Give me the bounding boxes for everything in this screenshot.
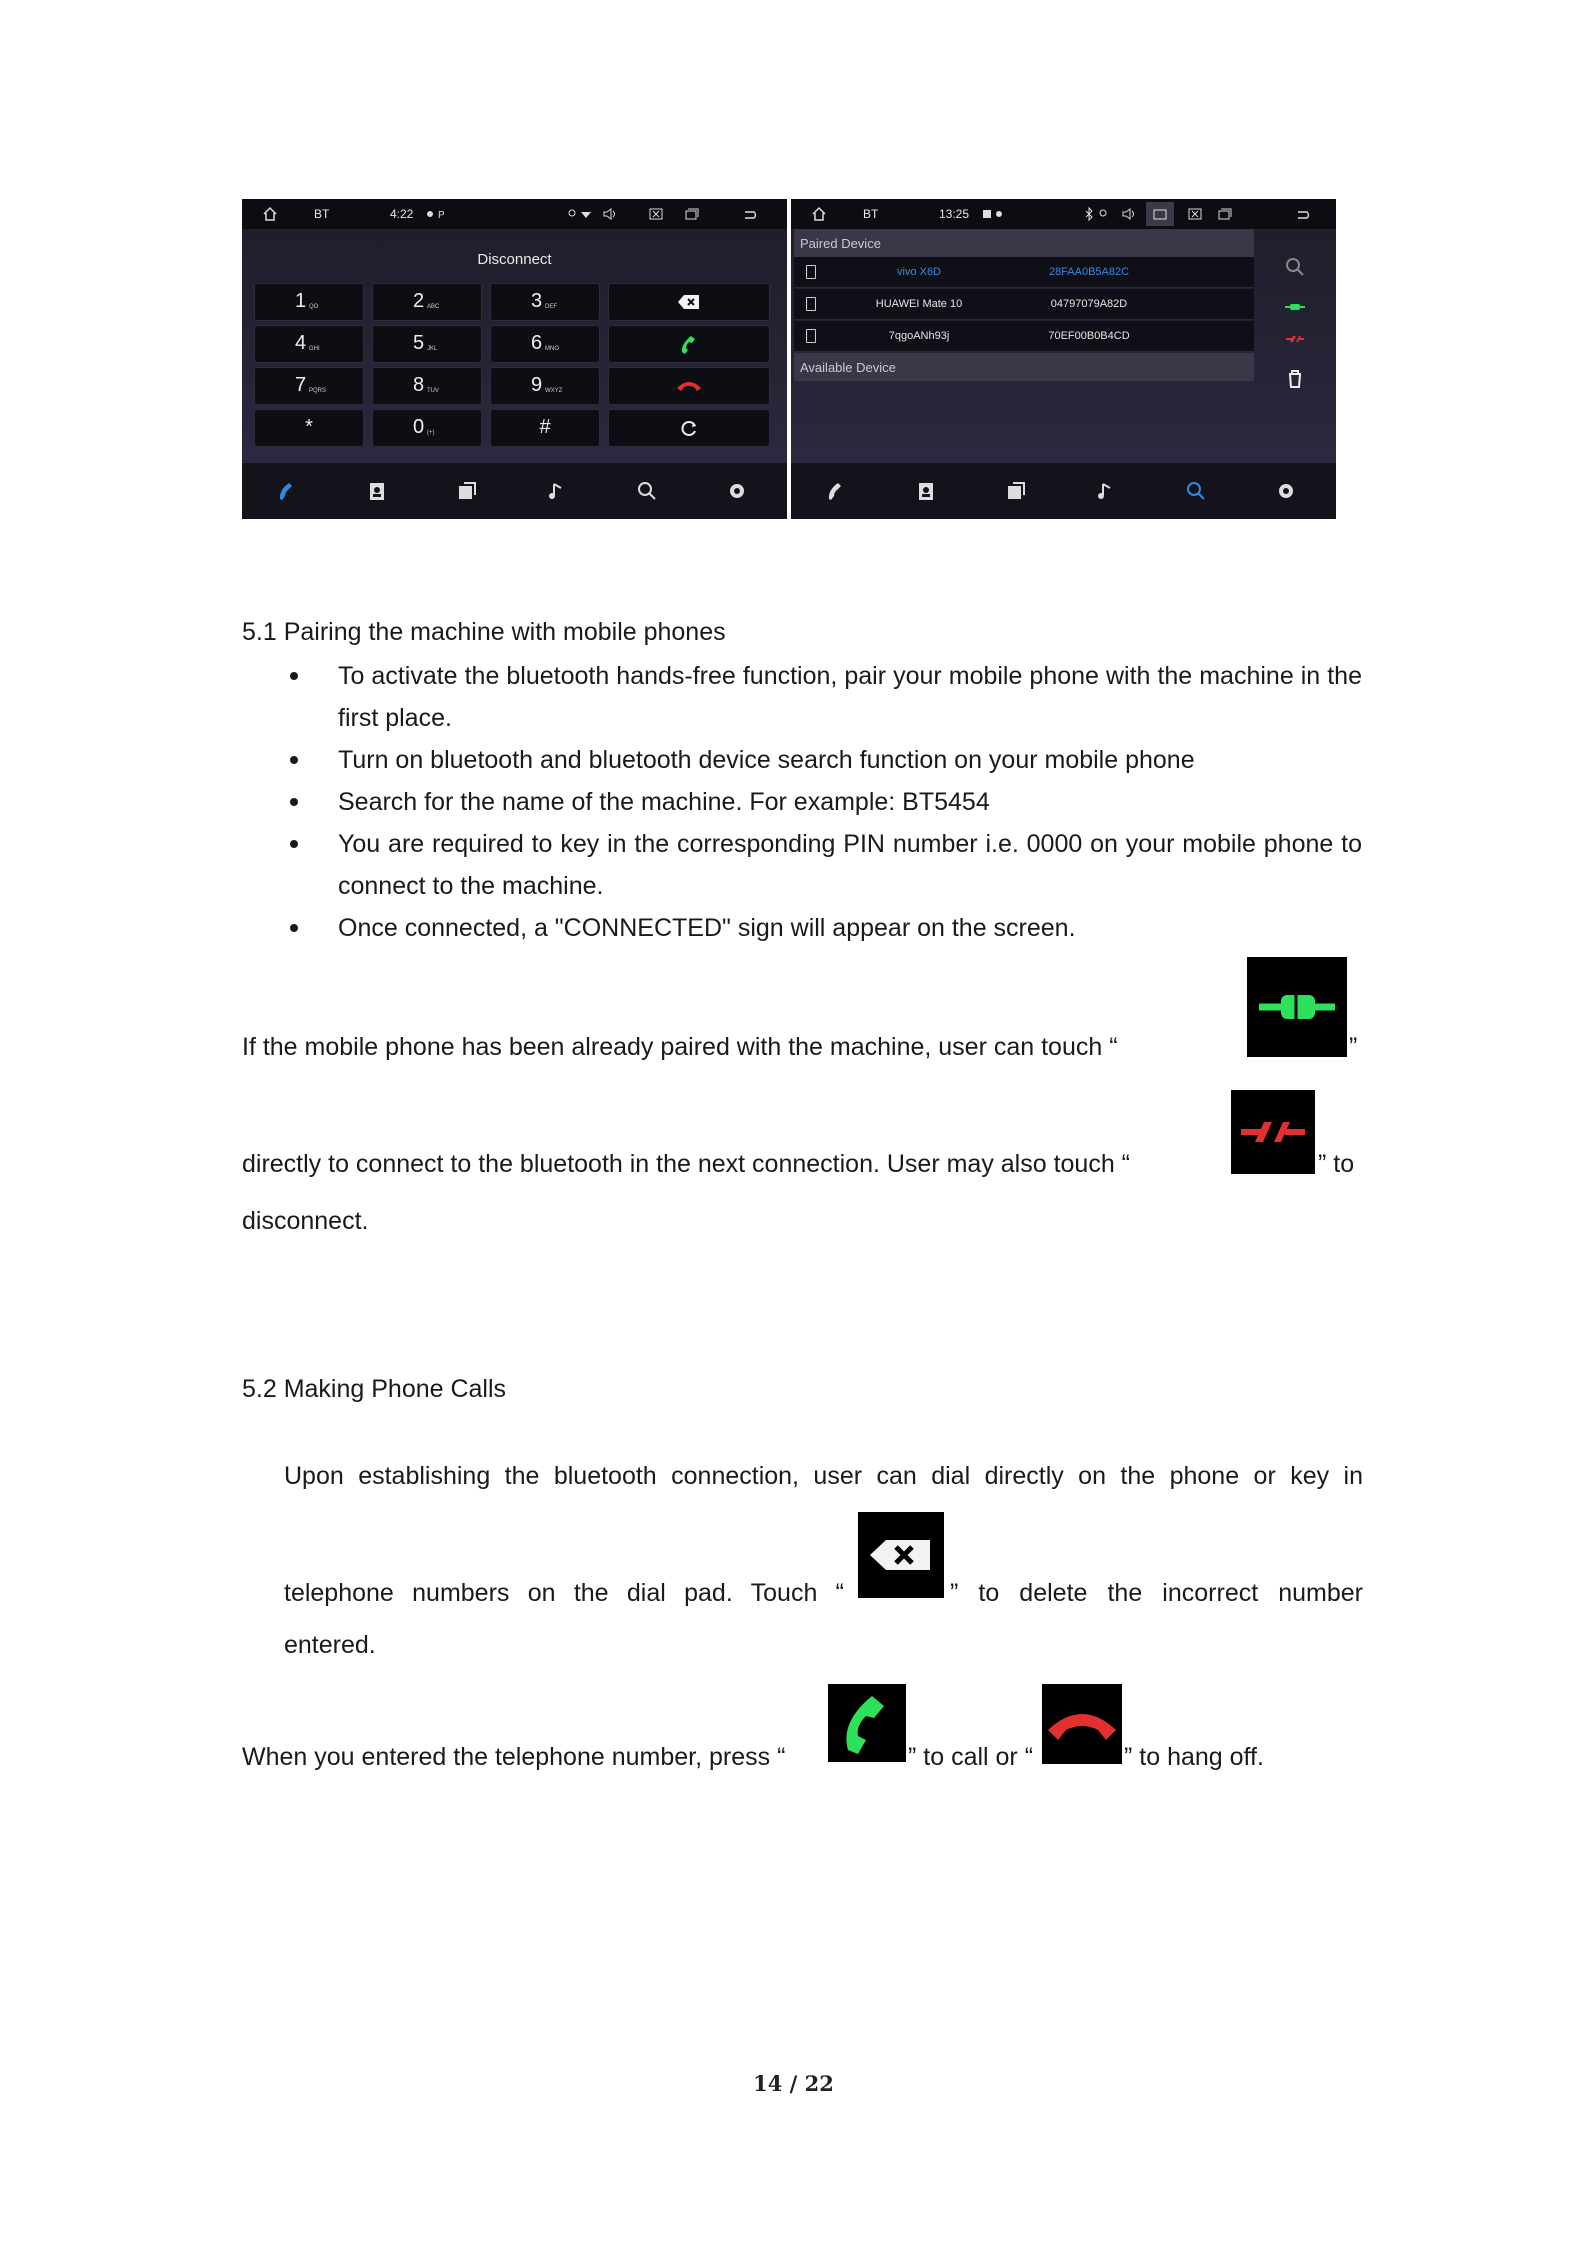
bullet-dot [290, 672, 298, 680]
device-name: vivo X6D [896, 266, 942, 278]
backspace-key[interactable] [608, 283, 770, 321]
key-8[interactable] [372, 367, 482, 405]
wifi-icon [578, 206, 594, 222]
bullet-dot [290, 756, 298, 764]
key-letters: DEF [545, 304, 557, 310]
list-item [242, 739, 1362, 781]
section-heading-calls: 5.2 Making Phone Calls [242, 1375, 507, 1403]
music-tab-icon[interactable] [546, 480, 568, 502]
key-digit: # [539, 416, 551, 438]
key-4[interactable] [254, 325, 364, 363]
key-digit: * [305, 416, 313, 438]
key-5[interactable] [372, 325, 482, 363]
call-icon-illustration [828, 1684, 906, 1762]
phone-tab-icon[interactable] [825, 480, 847, 502]
hangup-key[interactable] [608, 367, 770, 405]
list-item-text: To activate the bluetooth hands-free function, pair your mobile phone with the machine in the first place. [338, 662, 1362, 732]
disconnect-icon [1231, 1090, 1315, 1174]
phone-icon [806, 297, 816, 311]
bullet-dot [290, 924, 298, 932]
home-icon [811, 206, 827, 222]
list-item [242, 823, 1362, 907]
status-bar [791, 199, 1336, 229]
device-name: HUAWEI Mate 10 [875, 298, 963, 310]
call-log-tab-icon[interactable] [456, 480, 478, 502]
key-7[interactable] [254, 367, 364, 405]
music-tab-icon[interactable] [1095, 480, 1117, 502]
dialer-screenshot [242, 199, 787, 519]
recent-apps-icon[interactable] [684, 206, 700, 222]
clock: 4:22 [390, 207, 414, 221]
key-digit: 0 [413, 416, 425, 438]
settings-tab-icon[interactable] [726, 480, 748, 502]
bottom-toolbar [791, 463, 1336, 519]
key-digit: 9 [531, 374, 543, 396]
key-6[interactable] [490, 325, 600, 363]
status-bar [242, 199, 787, 229]
home-icon [262, 206, 278, 222]
bullet-dot [290, 840, 298, 848]
list-item [242, 781, 1362, 823]
key-letters: PQRS [309, 388, 327, 394]
paragraph-fragment: disconnect. [242, 1207, 369, 1235]
key-0[interactable] [372, 409, 482, 447]
image-icon [1152, 206, 1168, 222]
key-letters: MNO [545, 346, 559, 352]
device-address: 28FAA0B5A82C [1048, 266, 1130, 278]
key-letters: WXYZ [545, 388, 563, 394]
phone-icon [806, 329, 816, 343]
connect-icon-illustration [1247, 957, 1347, 1057]
backspace-icon-illustration [858, 1512, 944, 1598]
call-icon [677, 332, 701, 356]
phone-icon [806, 265, 816, 279]
call-log-tab-icon[interactable] [1005, 480, 1027, 502]
call-key[interactable] [608, 325, 770, 363]
paragraph-fragment: ” to delete the incorrect number [950, 1579, 1363, 1607]
key-digit: 1 [295, 290, 307, 312]
section-heading-pairing: 5.1 Pairing the machine with mobile phones [242, 618, 726, 646]
paired-device-label: Paired Device [800, 236, 881, 251]
paragraph-fragment: telephone numbers on the dial pad. Touch “ [284, 1579, 844, 1607]
page-number: 14 / 22 [753, 2071, 834, 2096]
device-row[interactable] [794, 321, 1254, 352]
paragraph-fragment: ” to [1318, 1150, 1355, 1178]
key-hash[interactable] [490, 409, 600, 447]
key-digit: 6 [531, 332, 543, 354]
device-list-body [791, 229, 1336, 463]
contacts-tab-icon[interactable] [915, 480, 937, 502]
key-star[interactable] [254, 409, 364, 447]
hangup-icon [1042, 1684, 1122, 1764]
key-letters: ABC [427, 304, 440, 310]
key-digit: 4 [295, 332, 307, 354]
bullet-dot [290, 798, 298, 806]
available-device-label: Available Device [800, 360, 896, 375]
device-row[interactable] [794, 289, 1254, 320]
connect-icon[interactable] [1283, 295, 1307, 319]
paragraph-fragment: When you entered the telephone number, press “ [242, 1743, 786, 1771]
paragraph-fragment: ” to call or “ [908, 1743, 1034, 1771]
paragraph-fragment: directly to connect to the bluetooth in the next connection. User may also touch “ [242, 1150, 1131, 1178]
device-address: 04797079A82D [1050, 298, 1128, 310]
list-item [242, 907, 1362, 949]
key-digit: 5 [413, 332, 425, 354]
paragraph-fragment: If the mobile phone has been already paired with the machine, user can touch “ [242, 1033, 1118, 1061]
contacts-tab-icon[interactable] [366, 480, 388, 502]
back-icon[interactable] [742, 206, 758, 222]
list-item-text: Once connected, a "CONNECTED" sign will appear on the screen. [338, 914, 1076, 942]
svg-text:P: P [438, 210, 445, 221]
parking-icon [434, 206, 450, 222]
clock: 13:25 [939, 207, 970, 221]
location-icon [1095, 206, 1111, 222]
key-digit: 7 [295, 374, 307, 396]
paragraph-fragment: entered. [284, 1631, 376, 1659]
paired-device-header [794, 229, 1254, 257]
key-digit: 2 [413, 290, 425, 312]
search-tab-icon[interactable] [636, 480, 658, 502]
key-letters: JKL [427, 346, 438, 352]
recent-apps-icon[interactable] [1217, 206, 1233, 222]
key-letters: QO [309, 304, 319, 310]
device-name: 7qgoANh93j [888, 330, 950, 342]
paragraph-fragment: ” to hang off. [1124, 1743, 1264, 1771]
paragraph-fragment: Upon establishing the bluetooth connection, user can dial directly on the phone or key in [284, 1462, 1363, 1490]
backspace-icon [858, 1512, 944, 1598]
dialer-body [242, 229, 787, 463]
device-list-screenshot [791, 199, 1336, 519]
close-window-icon[interactable] [1187, 206, 1203, 222]
bottom-toolbar [242, 463, 787, 519]
phone-tab-icon[interactable] [276, 480, 298, 502]
refresh-icon [679, 418, 699, 438]
available-device-header [794, 353, 1254, 381]
connect-icon [1247, 957, 1347, 1057]
search-icon[interactable] [1283, 255, 1307, 279]
list-item-text: Turn on bluetooth and bluetooth device search function on your mobile phone [338, 746, 1195, 774]
delete-icon[interactable] [1283, 367, 1307, 391]
key-digit: 8 [413, 374, 425, 396]
key-1[interactable] [254, 283, 364, 321]
disconnect-icon[interactable] [1283, 327, 1307, 351]
call-icon [828, 1684, 906, 1762]
key-letters: GHI [309, 346, 320, 352]
device-row[interactable] [794, 257, 1254, 288]
app-label: BT [863, 207, 879, 221]
hangup-icon-illustration [1042, 1684, 1122, 1764]
switch-key[interactable] [608, 409, 770, 447]
paragraph-text [242, 1026, 1242, 1068]
list-item-text: Search for the name of the machine. For example: BT5454 [338, 788, 990, 816]
key-letters: TUV [427, 388, 439, 394]
list-item [242, 655, 1362, 739]
key-digit: 3 [531, 290, 543, 312]
app-label: BT [314, 207, 330, 221]
list-item-text: You are required to key in the corresponding PIN number i.e. 0000 on your mobile phone to connect to the machine. [338, 830, 1362, 900]
search-tab-icon[interactable] [1185, 480, 1207, 502]
back-icon[interactable] [1295, 206, 1311, 222]
backspace-icon [677, 294, 701, 310]
hangup-icon [675, 376, 703, 394]
key-letters: (+) [427, 430, 435, 436]
device-address: 70EF00B0B4CD [1048, 330, 1130, 342]
pairing-steps-list [242, 655, 1362, 949]
volume-icon[interactable] [602, 206, 618, 222]
settings-tab-icon[interactable] [1275, 480, 1297, 502]
close-window-icon[interactable] [648, 206, 664, 222]
volume-icon[interactable] [1121, 206, 1137, 222]
disconnect-title[interactable]: Disconnect [477, 251, 552, 268]
key-3[interactable] [490, 283, 600, 321]
disconnect-icon-illustration [1231, 1090, 1315, 1174]
key-9[interactable] [490, 367, 600, 405]
paragraph-fragment: ” [1349, 1033, 1358, 1061]
dot-icon [991, 206, 1007, 222]
key-2[interactable] [372, 283, 482, 321]
screenshot-button[interactable] [1146, 202, 1174, 226]
